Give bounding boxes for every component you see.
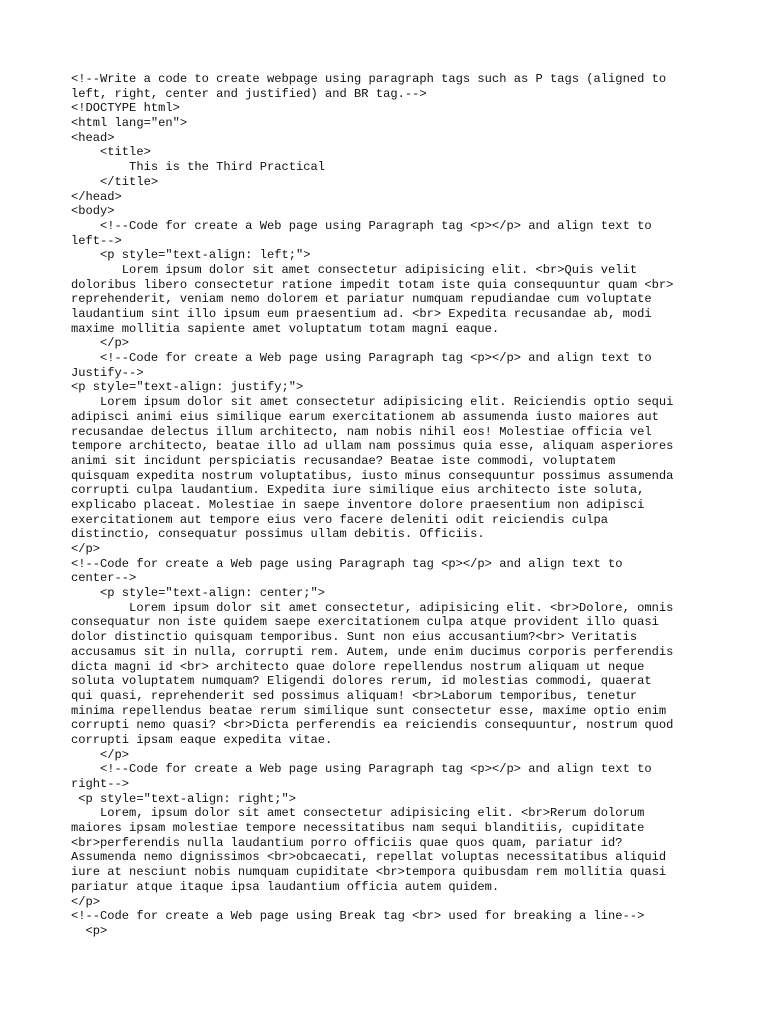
code-line: dicta magni id <br> architecto quae dolore repellendus nostrum aliquam ut neque [71, 659, 645, 674]
code-line: <!--Code for create a Web page using Break tag <br> used for breaking a line--> [71, 909, 645, 924]
code-line: left--> [71, 233, 122, 248]
code-line: maiores ipsam molestiae tempore necessitatibus nam sequi blanditiis, cupiditate [71, 821, 645, 836]
code-line: left, right, center and justified) and BR tag.--> [71, 86, 427, 101]
code-line: right--> [71, 777, 130, 791]
code-line: <!DOCTYPE html> [71, 101, 180, 116]
code-line: <!--Code for create a Web page using Paragraph tag <p></p> and align text to [71, 218, 652, 233]
code-line: <!--Code for create a Web page using Paragraph tag <p></p> and align text to [71, 351, 652, 366]
code-line: quisquam expedita nostrum voluptatibus, iusto minus consequuntur possimus assumenda [71, 468, 674, 483]
code-line: tempore architecto, beatae illo ad ullam nam possimus quia esse, aliquam asperiores [71, 439, 674, 454]
code-line: Lorem, ipsum dolor sit amet consectetur adipisicing elit. <br>Rerum dolorum [71, 806, 645, 821]
code-line: </p> [71, 542, 101, 556]
code-line: accusamus sit in nulla, corrupti rem. Autem, unde enim ducimus corporis perferendis [71, 644, 674, 659]
code-line: </p> [71, 336, 130, 351]
code-line: <br>perferendis nulla laudantium porro officiis quae quos quam, pariatur id? [71, 835, 623, 850]
code-line: explicabo placeat. Molestiae in saepe inventore dolore praesentium non adipisci [71, 497, 645, 512]
code-line: corrupti ipsam eaque expedita vitae. [71, 732, 333, 747]
code-line: <body> [71, 204, 115, 219]
code-line: corrupti culpa laudantium. Expedita iure similique eius architecto iste soluta, [71, 483, 645, 498]
code-line: consequatur non iste quidem saepe exercitationem culpa atque provident illo quasi [71, 615, 659, 630]
code-line: Justify--> [71, 365, 144, 380]
code-line: This is the Third Practical [71, 160, 326, 175]
code-line: Lorem ipsum dolor sit amet consectetur adipisicing elit. Reiciendis optio sequi [71, 395, 674, 410]
code-document [71, 72, 711, 939]
code-line: exercitationem aut tempore eius vero facere deleniti odit reiciendis culpa [71, 512, 609, 527]
code-line: <head> [71, 130, 115, 145]
code-line: soluta voluptatem numquam? Eligendi dolores rerum, id molestias commodi, quaerat [71, 674, 652, 689]
code-line: center--> [71, 571, 137, 586]
code-line: </p> [71, 747, 130, 762]
code-line: <!--Write a code to create webpage using paragraph tags such as P tags (aligned to [71, 72, 667, 86]
code-line: </title> [71, 174, 159, 189]
code-line: recusandae delectus illum architecto, nam nobis nihil eos! Molestiae officia vel [71, 424, 652, 439]
code-line: iure at nesciunt nobis numquam cupiditate <br>tempora quibusdam rem mollitia quasi [71, 865, 667, 880]
code-line: pariatur atque itaque ipsa laudantium officia autem quidem. [71, 879, 500, 894]
code-line: </head> [71, 189, 122, 204]
code-line: <!--Code for create a Web page using Paragraph tag <p></p> and align text to [71, 556, 623, 571]
code-line: minima repellendus beatae rerum similique sunt consectetur esse, maxime optio enim [71, 703, 667, 718]
code-line: <p style="text-align: left;"> [71, 248, 311, 263]
code-line: dolor distinctio quisquam temporibus. Sunt non eius accusantium?<br> Veritatis [71, 630, 638, 645]
code-line: <p style="text-align: right;"> [71, 791, 296, 806]
code-line: Lorem ipsum dolor sit amet consectetur, adipisicing elit. <br>Dolore, omnis [71, 600, 674, 615]
code-line: laudantium sint illo ipsum eum praesentium ad. <br> Expedita recusandae ab, modi [71, 307, 652, 321]
code-line: <p style="text-align: center;"> [71, 586, 326, 601]
code-line: corrupti nemo quasi? <br>Dicta perferendis ea reiciendis consequuntur, nostrum quod [71, 718, 674, 733]
code-line: <p style="text-align: justify;"> [71, 380, 304, 395]
code-line: </p> [71, 894, 101, 909]
code-line: <title> [71, 145, 151, 160]
code-line: animi sit incidunt perspiciatis recusandae? Beatae iste commodi, voluptatem [71, 453, 616, 468]
code-line: doloribus libero consectetur ratione impedit totam iste quia consequuntur quam <br> [71, 277, 674, 292]
code-line: maxime mollitia sapiente amet voluptatum totam magni eaque. [71, 321, 500, 336]
code-line: Assumenda nemo dignissimos <br>obcaecati, repellat voluptas necessitatibus aliquid [71, 850, 667, 865]
code-line: Lorem ipsum dolor sit amet consectetur adipisicing elit. <br>Quis velit [71, 262, 638, 277]
code-line: reprehenderit, veniam nemo dolorem et pariatur numquam repudiandae cum voluptate [71, 292, 652, 307]
code-line: <p> [71, 923, 108, 938]
code-line: distinctio, consequatur possimus ullam debitis. Officiis. [71, 527, 485, 542]
code-line: adipisci animi eius similique earum exercitationem ab assumenda iusto maiores aut [71, 409, 659, 424]
code-line: qui quasi, reprehenderit sed possimus aliquam! <br>Laborum temporibus, tenetur [71, 688, 638, 703]
code-line: <html lang="en"> [71, 116, 188, 131]
code-line: <!--Code for create a Web page using Paragraph tag <p></p> and align text to [71, 762, 652, 777]
